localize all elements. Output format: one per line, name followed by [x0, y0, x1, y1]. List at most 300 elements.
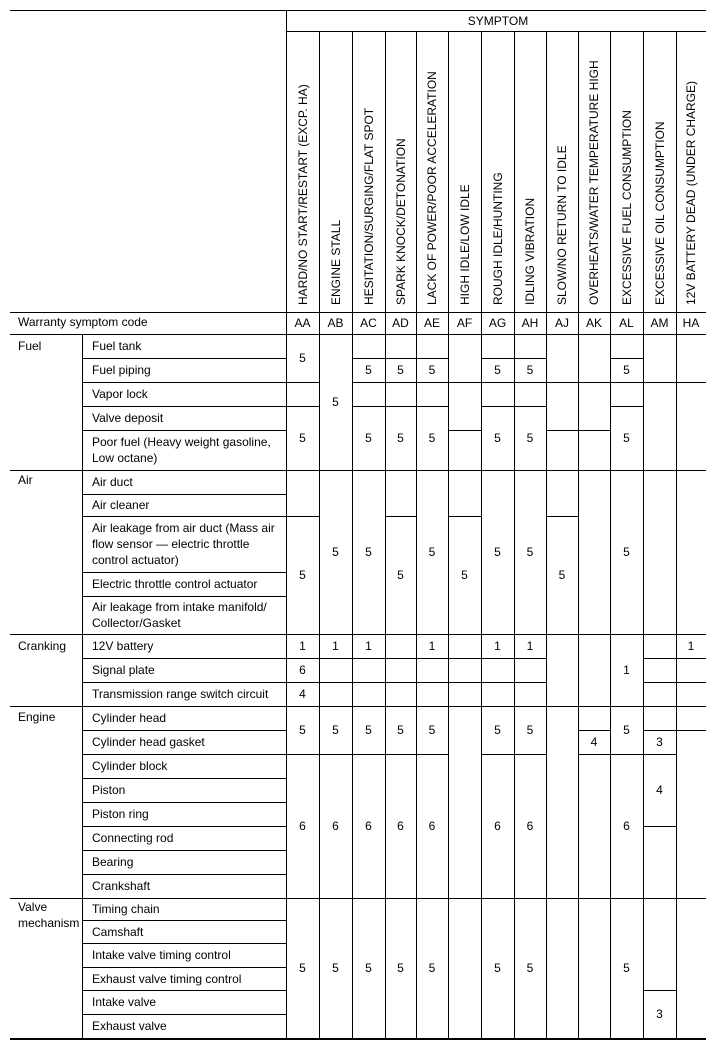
item-label: Intake valve [92, 995, 157, 1009]
symptom-column-divider [319, 31, 320, 334]
symptom-column-divider [546, 31, 547, 334]
cell-border [416, 470, 448, 471]
symptom-column-divider [643, 31, 644, 334]
cell-border [481, 406, 514, 407]
cell-value: 5 [397, 568, 404, 582]
cell-border [514, 898, 515, 1038]
cell-border [385, 406, 416, 407]
cell-border [514, 658, 546, 659]
cell-border [416, 470, 417, 634]
cell-border [481, 470, 482, 634]
cell-border [448, 430, 481, 431]
cell-border [416, 334, 448, 335]
symptom-label-aj: SLOW/NO RETURN TO IDLE [555, 145, 569, 305]
cell-border [578, 898, 579, 1038]
item-label: Cylinder head [92, 711, 167, 725]
symptom-label-ak: OVERHEATS/WATER TEMPERATURE HIGH [587, 60, 601, 305]
cell-border [416, 706, 417, 754]
symptom-code-ah: AH [521, 316, 539, 330]
cell-border [514, 334, 546, 335]
cell-value: 1 [365, 639, 372, 653]
cell-border [481, 706, 514, 707]
cell-border [610, 754, 643, 755]
cell-border [643, 382, 676, 383]
cell-border [448, 898, 449, 1038]
cell-value: 5 [365, 545, 372, 559]
item-row-line [82, 658, 286, 659]
symptom-header: SYMPTOM [467, 14, 529, 28]
cell-border [352, 406, 353, 470]
cell-border [546, 634, 547, 706]
cell-border [610, 898, 611, 1038]
cell-border [643, 754, 676, 755]
cell-value: 5 [332, 545, 339, 559]
item-row-line [82, 406, 286, 407]
cell-value: 5 [623, 431, 630, 445]
item-label: Intake valve timing control [92, 948, 231, 962]
cell-border [319, 634, 352, 635]
cell-border [643, 826, 644, 898]
cell-border [514, 382, 546, 383]
cell-border [643, 706, 676, 707]
cell-border [546, 334, 578, 335]
cell-value: 6 [526, 819, 534, 833]
cell-border [319, 334, 320, 470]
cell-border [448, 470, 481, 471]
cell-border [481, 358, 482, 382]
cell-border [481, 334, 482, 358]
cell-border [352, 898, 385, 899]
cell-border [448, 516, 481, 517]
symptom-column-divider [416, 31, 417, 334]
symptom-column-divider [385, 31, 386, 334]
symptom-column-divider [514, 31, 515, 334]
cell-border [643, 990, 676, 991]
item-row-line [82, 430, 286, 431]
category-engine: Engine [18, 710, 56, 724]
cell-border [676, 730, 677, 898]
cell-value: 5 [428, 723, 436, 737]
item-row-line [82, 990, 286, 991]
item-row-line [82, 596, 286, 597]
cell-border [352, 382, 385, 383]
cell-value: 1 [299, 639, 306, 653]
symptom-code-ak: AK [585, 316, 603, 330]
cell-border [319, 754, 320, 898]
cell-border [385, 658, 386, 682]
item-label: Connecting rod [92, 831, 174, 845]
cell-border [286, 1038, 319, 1039]
cell-border [514, 406, 546, 407]
cell-value: 5 [299, 961, 306, 975]
item-label: Timing chain [92, 902, 160, 916]
cell-border [352, 1038, 385, 1039]
cell-value: 6 [623, 819, 630, 833]
category-cranking: Cranking [18, 639, 67, 653]
cell-value: 5 [526, 431, 534, 445]
item-row-line [82, 943, 286, 944]
symptom-code-am: AM [650, 316, 669, 330]
cell-border [578, 706, 579, 730]
cell-border [610, 470, 643, 471]
cell-border [514, 358, 546, 359]
cell-border [416, 382, 417, 406]
cell-border [643, 658, 644, 682]
item-label: Exhaust valve timing control [92, 971, 242, 986]
cell-value: 5 [332, 395, 339, 409]
cell-border [610, 358, 643, 359]
cell-border [578, 334, 610, 335]
symptom-label-ab: ENGINE STALL [328, 219, 343, 305]
cell-border [481, 658, 482, 682]
cell-value: 4 [590, 735, 598, 749]
cell-value: 6 [365, 819, 372, 833]
symptom-code-ag: AG [488, 316, 507, 330]
cell-border [448, 430, 449, 470]
cell-border [319, 470, 352, 471]
cell-border [610, 706, 611, 754]
item-label: Fuel piping [92, 363, 151, 377]
cell-border [385, 682, 386, 706]
label-column-divider [286, 10, 287, 1038]
cell-border [319, 658, 352, 659]
item-label: Valve deposit [92, 411, 164, 425]
cell-border [578, 706, 610, 707]
cell-value: 1 [526, 639, 534, 653]
item-label: Poor fuel (Heavy weight gasoline, Low octane) [92, 435, 271, 465]
cell-border [643, 898, 676, 899]
cell-value: 5 [365, 431, 372, 445]
cell-border [578, 470, 610, 471]
cell-border [514, 706, 515, 754]
cell-border [319, 706, 320, 754]
symptom-label-af: HIGH IDLE/LOW IDLE [457, 184, 472, 305]
cell-border [448, 706, 481, 707]
cell-border [643, 706, 644, 730]
cell-border [514, 358, 515, 382]
cell-border [448, 334, 449, 382]
category-column-divider [82, 334, 83, 1038]
cell-border [546, 382, 547, 430]
category-valve-mechanism: Valve mechanism [18, 900, 80, 930]
cell-border [676, 470, 677, 634]
cell-border [676, 706, 706, 707]
cell-border [385, 706, 416, 707]
cell-border [676, 682, 677, 706]
cell-border [481, 754, 482, 898]
cell-border [319, 682, 352, 683]
cell-border [676, 334, 677, 382]
cell-border [610, 634, 611, 706]
item-row-line [82, 516, 286, 517]
cell-border [286, 682, 319, 683]
cell-border [416, 682, 448, 683]
cell-border [481, 898, 482, 1038]
cell-border [416, 898, 448, 899]
cell-border [286, 516, 319, 517]
cell-value: 1 [623, 663, 630, 677]
cell-border [643, 826, 676, 827]
cell-border [385, 1038, 416, 1039]
cell-border [610, 382, 643, 383]
item-row-line [82, 730, 286, 731]
symptom-code-af: AF [456, 316, 473, 330]
cell-border [676, 1038, 706, 1039]
cell-border [578, 754, 579, 898]
cell-value: 3 [656, 735, 663, 749]
cell-border [676, 658, 677, 682]
item-row-line [82, 826, 286, 827]
cell-border [448, 682, 449, 706]
cell-border [385, 358, 416, 359]
cell-border [578, 898, 610, 899]
cell-border [448, 516, 449, 634]
cell-border [514, 898, 546, 899]
item-label: Cylinder block [92, 759, 168, 773]
cell-border [546, 898, 578, 899]
cell-border [385, 634, 416, 635]
cell-value: 5 [494, 545, 501, 559]
cell-border [546, 706, 547, 898]
cell-value: 5 [428, 961, 436, 975]
cell-border [514, 470, 546, 471]
cell-border [481, 682, 514, 683]
cell-border [352, 754, 353, 898]
item-row-line [82, 382, 286, 383]
cell-border [546, 382, 578, 383]
item-label: Air cleaner [92, 498, 150, 512]
cell-border [514, 634, 546, 635]
cell-border [416, 754, 417, 898]
cell-value: 5 [526, 961, 534, 975]
cell-border [514, 682, 515, 706]
symptom-code-al: AL [619, 316, 634, 330]
symptom-label-am: EXCESSIVE OIL CONSUMPTION [652, 121, 667, 305]
cell-border [481, 334, 514, 335]
cell-border [578, 334, 579, 382]
cell-border [352, 706, 353, 754]
item-label: Air leakage from air duct (Mass air flow sensor — electric throttle control actuator) [92, 521, 275, 567]
cell-border [578, 1038, 610, 1039]
item-label: 12V battery [92, 639, 154, 653]
symptom-code-ad: AD [392, 316, 409, 330]
category-air: Air [18, 473, 33, 487]
cell-border [319, 682, 320, 706]
cell-border [578, 430, 610, 431]
cell-border [286, 754, 319, 755]
cell-value: 5 [299, 568, 306, 582]
cell-value: 5 [623, 961, 630, 975]
cell-border [352, 334, 385, 335]
item-label: Electric throttle control actuator [92, 577, 258, 591]
item-row-line [82, 920, 286, 921]
cell-border [481, 706, 482, 754]
cell-value: 6 [397, 819, 404, 833]
cell-value: 5 [397, 723, 404, 737]
cell-border [385, 634, 386, 658]
cell-border [319, 898, 352, 899]
cell-border [578, 430, 579, 470]
item-row-line [82, 874, 286, 875]
category-fuel: Fuel [18, 339, 42, 353]
cell-border [319, 754, 352, 755]
cell-value: 5 [526, 363, 534, 377]
cell-border [610, 406, 643, 407]
header-bottom-line [10, 312, 706, 313]
cell-border [352, 358, 353, 382]
cell-border [643, 1038, 676, 1039]
cell-border [385, 682, 416, 683]
cell-border [643, 634, 644, 658]
cell-border [514, 658, 515, 682]
symptom-label-al: EXCESSIVE FUEL CONSUMPTION [619, 110, 634, 305]
cell-border [319, 334, 352, 335]
cell-border [286, 634, 319, 635]
symptom-code-ae: AE [423, 316, 441, 330]
cell-border [578, 382, 610, 383]
cell-border [416, 658, 448, 659]
cell-border [319, 634, 320, 658]
cell-border [416, 358, 417, 382]
cell-border [481, 658, 514, 659]
symptom-code-aa: AA [294, 316, 311, 330]
cell-border [676, 382, 706, 383]
item-label: Bearing [92, 855, 134, 869]
cell-border [643, 334, 676, 335]
cell-border [481, 358, 514, 359]
cell-border [352, 898, 353, 1038]
cell-value: 5 [494, 961, 501, 975]
cell-border [546, 470, 547, 516]
cell-value: 5 [428, 545, 436, 559]
cell-value: 3 [656, 1007, 663, 1021]
cell-border [352, 358, 385, 359]
cell-border [546, 706, 578, 707]
cell-border [448, 1038, 481, 1039]
item-label: Signal plate [92, 663, 155, 677]
cell-border [352, 754, 385, 755]
cell-border [514, 634, 515, 658]
cell-border [546, 334, 547, 382]
cell-border [352, 382, 353, 406]
cell-border [643, 682, 644, 706]
item-row-line [82, 1014, 286, 1015]
item-row-line [82, 494, 286, 495]
cell-border [643, 990, 644, 1038]
cell-border [481, 634, 514, 635]
cell-border [610, 898, 643, 899]
cell-border [385, 406, 386, 470]
cell-value: 5 [623, 363, 630, 377]
cell-value: 5 [558, 568, 566, 582]
item-row-line [82, 754, 286, 755]
cell-border [385, 516, 386, 634]
cell-border [610, 334, 611, 358]
cell-border [546, 1038, 578, 1039]
cell-border [578, 730, 610, 731]
cell-border [352, 634, 353, 658]
cell-border [286, 334, 319, 335]
cell-border [514, 754, 546, 755]
cell-value: 5 [494, 363, 501, 377]
cell-value: 5 [332, 723, 339, 737]
item-row-line [82, 850, 286, 851]
cell-border [416, 682, 417, 706]
cell-value: 5 [299, 351, 306, 365]
cell-value: 5 [623, 545, 630, 559]
cell-border [481, 634, 482, 658]
cell-border [610, 1038, 643, 1039]
cell-border [481, 470, 514, 471]
table-top-border [10, 10, 706, 11]
cell-value: 5 [397, 431, 404, 445]
cell-border [643, 730, 676, 731]
cell-value: 4 [299, 687, 306, 701]
cell-border [319, 1038, 352, 1039]
cell-border [319, 658, 320, 682]
cell-border [385, 470, 386, 516]
cell-border [578, 754, 610, 755]
cell-value: 6 [332, 819, 339, 833]
symptom-column-divider [448, 31, 449, 334]
item-row-line [82, 572, 286, 573]
cell-border [643, 754, 644, 826]
cell-border [481, 1038, 514, 1039]
symptom-label-ag: ROUGH IDLE/HUNTING [490, 172, 505, 305]
symptom-column-divider [578, 31, 579, 334]
cell-border [514, 334, 515, 358]
cell-border [385, 658, 416, 659]
cell-value: 1 [494, 639, 501, 653]
cell-value: 5 [365, 723, 372, 737]
cell-border [448, 334, 481, 335]
cell-border [319, 470, 320, 634]
cell-border [546, 516, 547, 634]
cell-border [286, 382, 319, 383]
symptom-label-ac: HESITATION/SURGING/FLAT SPOT [361, 107, 376, 305]
cell-border [319, 898, 320, 1038]
cell-border [514, 470, 515, 634]
cell-value: 5 [461, 568, 468, 582]
cell-border [610, 358, 611, 382]
cell-value: 5 [397, 363, 404, 377]
cell-border [514, 754, 515, 898]
cell-border [416, 754, 448, 755]
cell-border [481, 898, 514, 899]
cell-border [610, 382, 611, 406]
cell-value: 5 [428, 431, 436, 445]
cell-border [416, 634, 417, 658]
cell-border [546, 516, 578, 517]
symptom-code-aj: AJ [554, 316, 570, 330]
symptom-code-ha: HA [682, 316, 700, 330]
cell-border [676, 334, 706, 335]
cell-border [385, 516, 416, 517]
cell-border [416, 658, 417, 682]
cell-border [416, 706, 448, 707]
cell-border [448, 382, 449, 430]
cell-border [416, 406, 417, 470]
cell-value: 6 [299, 663, 306, 677]
cell-border [448, 898, 481, 899]
cell-value: 5 [494, 723, 501, 737]
cell-border [514, 406, 515, 470]
item-label: Transmission range switch circuit [92, 687, 269, 701]
cell-border [676, 382, 677, 470]
cell-border [448, 470, 449, 516]
cell-border [643, 470, 644, 634]
item-label: Fuel tank [92, 339, 142, 353]
